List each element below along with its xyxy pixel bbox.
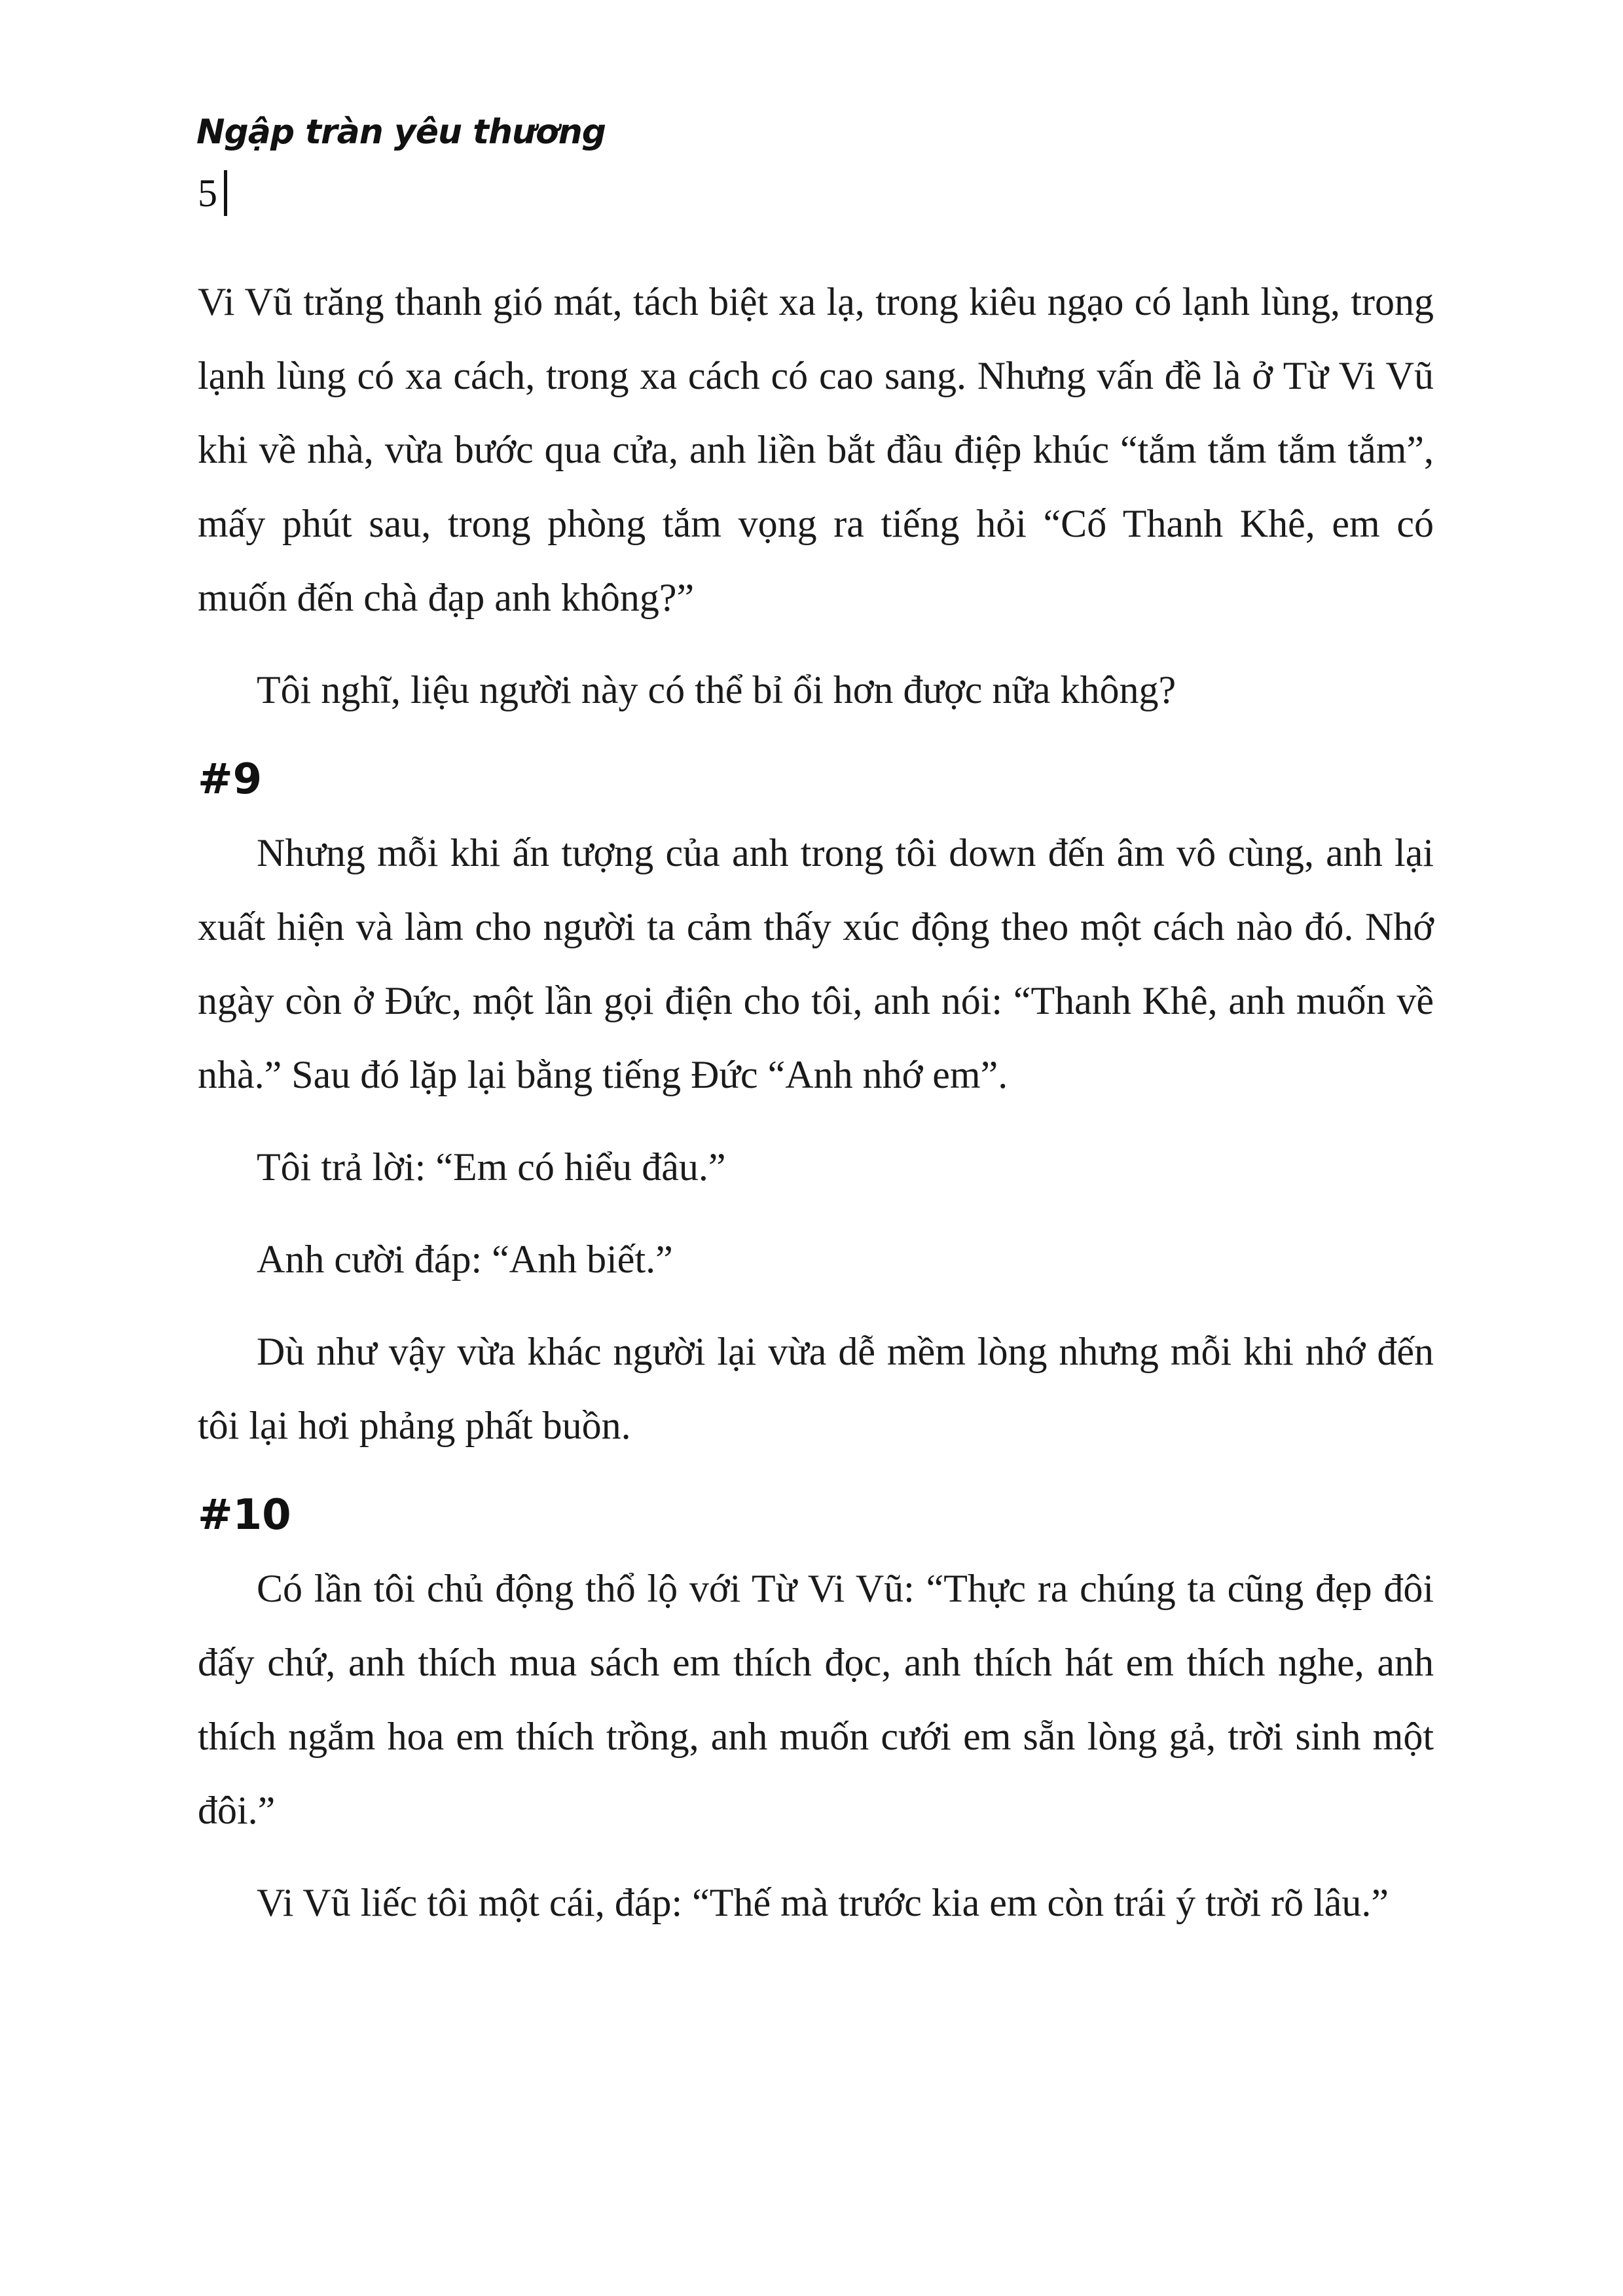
section-heading-10: #10	[198, 1491, 291, 1539]
paragraph-6: Dù như vậy vừa khác người lại vừa dễ mềm lòng nhưng mỗi khi nhớ đến tôi lại hơi phảng phất buồn.	[198, 1330, 1434, 1447]
page-body	[198, 265, 1434, 1940]
paragraph-8: Vi Vũ liếc tôi một cái, đáp: “Thế mà trước kia em còn trái ý trời rõ lâu.”	[257, 1881, 1389, 1924]
section-heading-9: #9	[198, 755, 263, 804]
page-number-divider	[224, 170, 227, 216]
paragraph-3: Nhưng mỗi khi ấn tượng của anh trong tôi down đến âm vô cùng, anh lại xuất hiện và làm cho người ta cảm thấy xúc động theo một cách nào đó. Nhớ ngày còn ở Đức, một lần gọi điện cho tôi, anh nói: “Thanh Khê, anh muốn về nhà.” Sau đó lặp lại bằng tiếng Đức “Anh nhớ em”.	[198, 831, 1434, 1096]
paragraph-1: Vi Vũ trăng thanh gió mát, tách biệt xa lạ, trong kiêu ngạo có lạnh lùng, trong lạnh lùng có xa cách, trong xa cách có cao sang. Nhưng vấn đề là ở Từ Vi Vũ khi về nhà, vừa bước qua cửa, anh liền bắt đầu điệp khúc “tắm tắm tắm tắm”, mấy phút sau, trong phòng tắm vọng ra tiếng hỏi “Cố Thanh Khê, em có muốn đến chà đạp anh không?”	[198, 280, 1434, 619]
paragraph-5: Anh cười đáp: “Anh biết.”	[257, 1238, 673, 1281]
page-number	[198, 170, 227, 216]
paragraph-7: Có lần tôi chủ động thổ lộ với Từ Vi Vũ: “Thực ra chúng ta cũng đẹp đôi đấy chứ, anh thích mua sách em thích đọc, anh thích hát em thích nghe, anh thích ngắm hoa em thích trồng, anh muốn cưới em sẵn lòng gả, trời sinh một đôi.”	[198, 1567, 1434, 1832]
paragraph-2: Tôi nghĩ, liệu người này có thể bỉ ổi hơn được nữa không?	[257, 668, 1176, 711]
page-number-value: 5	[198, 171, 217, 215]
paragraph-4: Tôi trả lời: “Em có hiểu đâu.”	[257, 1145, 726, 1189]
book-title: Ngập tràn yêu thương	[196, 113, 606, 152]
